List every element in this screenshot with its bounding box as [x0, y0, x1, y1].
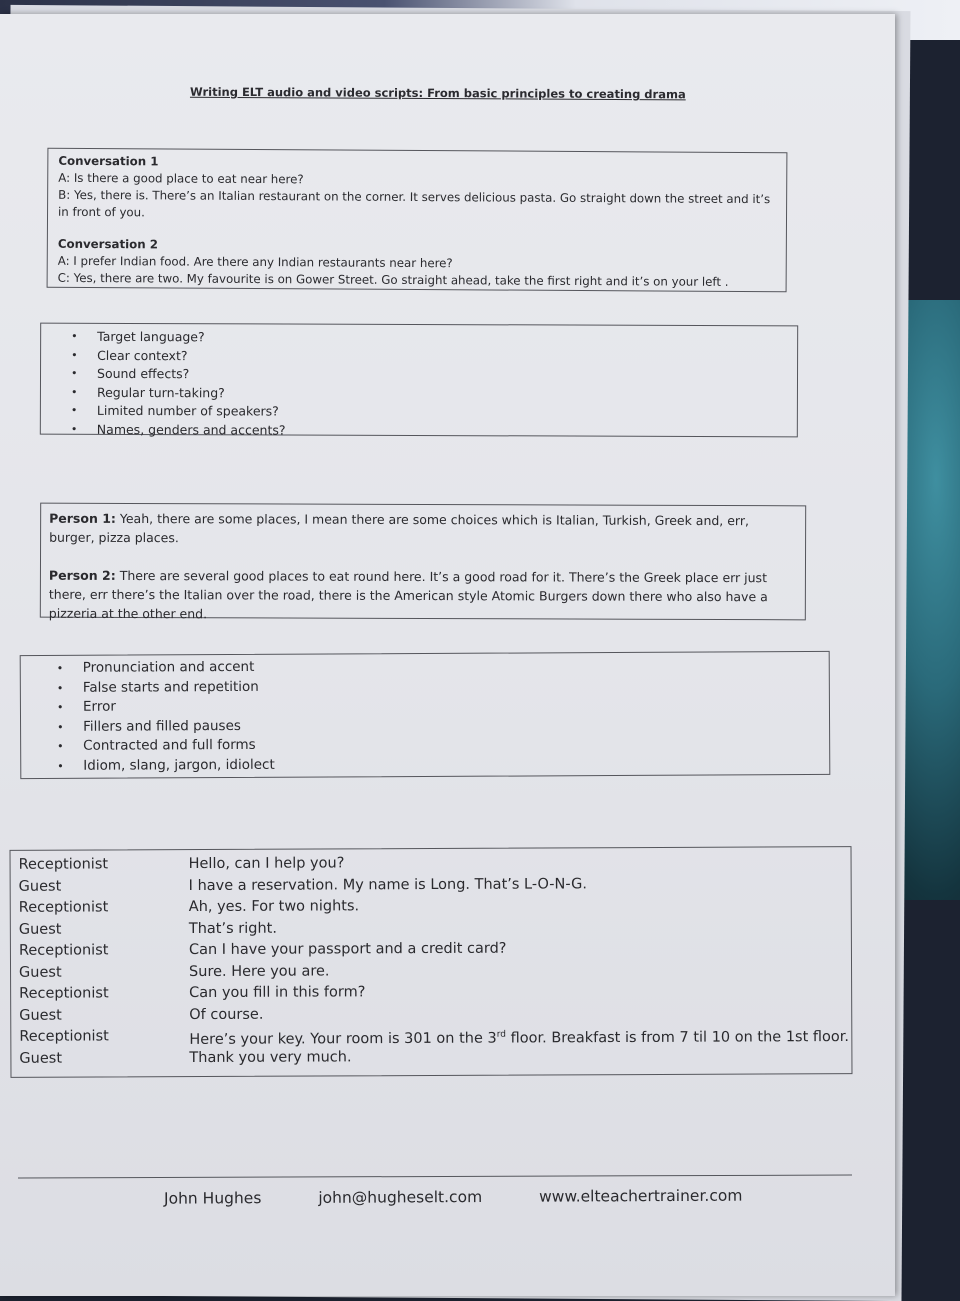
speaker-name: Guest — [19, 1007, 62, 1024]
list-item: • Clear context? — [71, 346, 797, 367]
author-name: John Hughes — [163, 1189, 262, 1208]
dialogue-line: Hello, can I help you? — [188, 855, 345, 873]
footer-divider — [18, 1175, 852, 1179]
speech-features-box — [20, 651, 831, 779]
dialogue-line: Sure. Here you are. — [189, 962, 330, 980]
speaker-name: Guest — [18, 921, 62, 938]
dialogue-line: Can you fill in this form? — [189, 984, 366, 1002]
list-item: • Sound effects? — [71, 365, 797, 386]
dialogue-row — [19, 1023, 850, 1048]
conversation-heading: Conversation 1 — [58, 153, 159, 169]
list-item: • Names, genders and accents? — [71, 420, 797, 441]
conversations-box — [47, 148, 788, 293]
list-item: • False starts and repetition — [57, 674, 829, 698]
speaker-name: Receptionist — [18, 899, 109, 916]
dialogue-line: I have a reservation. My name is Long. That’s L-O-N-G. — [188, 875, 588, 894]
superscript: rd — [496, 1029, 506, 1040]
list-item: • Idiom, slang, jargon, idiolect — [57, 752, 829, 776]
speaker-label: Person 1: — [49, 510, 116, 526]
speaker-name: Receptionist — [19, 985, 109, 1002]
checklist-list — [71, 328, 797, 442]
list-item: • Error — [57, 694, 829, 718]
dialogue-line: That’s right. — [188, 920, 277, 937]
speaker-name: Guest — [19, 1050, 63, 1067]
speaker-name: Receptionist — [18, 856, 109, 873]
dialogue-line: Can I have your passport and a credit card? — [188, 940, 507, 959]
list-item: • Regular turn-taking? — [71, 383, 797, 404]
conversation-line: B: Yes, there is. There’s an Italian restaurant on the corner. It serves delicious pasta. Go straight down the street and it’s in front of you. — [58, 187, 771, 220]
conversation-line: A: Is there a good place to eat near here? — [58, 170, 304, 187]
list-item: • Fillers and filled pauses — [57, 713, 829, 737]
author-email: john@hugheselt.com — [318, 1187, 483, 1207]
speech-text: There are several good places to eat round here. It’s a good road for it. There’s the Greek place err just there, err there’s the Italian over the road, there is the American style Atomic Burgers down there who also have a pizzeria at the other end. — [48, 567, 768, 622]
footer — [164, 1186, 795, 1207]
dialogue-row — [19, 1045, 843, 1070]
list-item: • Target language? — [71, 328, 797, 349]
speaker-name: Receptionist — [19, 1028, 109, 1045]
page-title: Writing ELT audio and video scripts: From basic principles to creating drama — [189, 84, 686, 102]
dialogue-line: Thank you very much. — [189, 1048, 352, 1066]
author-website: www.elteachertrainer.com — [539, 1186, 743, 1206]
conversation-heading: Conversation 2 — [57, 236, 159, 252]
list-item: • Contracted and full forms — [57, 733, 829, 757]
hotel-dialogue-box — [10, 846, 853, 1078]
list-item: • Pronunciation and accent — [57, 655, 829, 679]
dialogue-line: Of course. — [189, 1006, 264, 1023]
conversation-line: C: Yes, there are two. My favourite is on Gower Street. Go straight ahead, take the first right and it’s on your left . — [57, 270, 729, 289]
person-paragraph — [49, 509, 797, 550]
speaker-label: Person 2: — [48, 567, 116, 583]
dialogue-line — [189, 1023, 849, 1047]
speaker-name: Guest — [18, 878, 62, 895]
dialogue-line-part: Here’s your key. Your room is 301 on the 3 — [189, 1030, 497, 1048]
document-page — [0, 14, 895, 1296]
authentic-speech-box — [40, 503, 806, 621]
conversation-line: A: I prefer Indian food. Are there any Indian restaurants near here? — [57, 253, 453, 271]
dialogue-line-part: floor. Breakfast is from 7 til 10 on the 1st floor. — [505, 1029, 850, 1047]
speech-text: Yeah, there are some places, I mean there are some choices which is Italian, Turkish, Greek and, err, burger, pizza places. — [49, 510, 750, 546]
list-item: • Limited number of speakers? — [71, 402, 797, 423]
script-checklist-box — [40, 323, 798, 438]
person-paragraph — [49, 566, 797, 626]
features-list — [57, 655, 830, 776]
dialogue-line: Ah, yes. For two nights. — [188, 898, 360, 916]
speaker-name: Guest — [19, 964, 62, 981]
speaker-name: Receptionist — [18, 942, 109, 959]
